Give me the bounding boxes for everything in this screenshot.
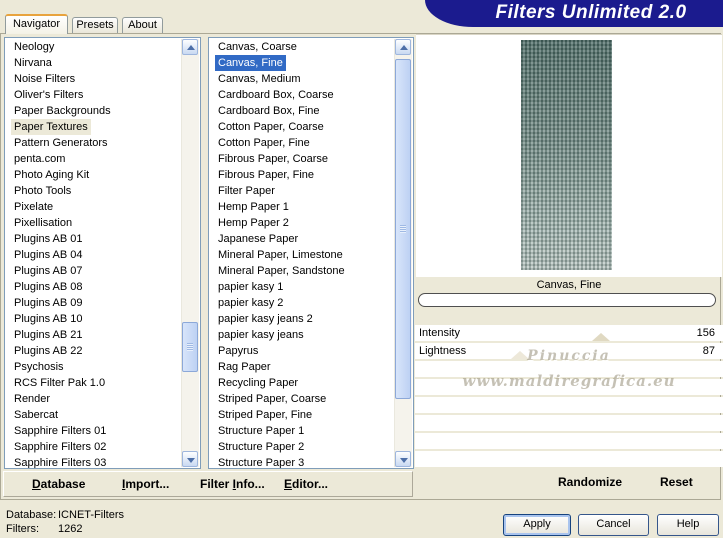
tab-presets[interactable]: Presets <box>72 17 118 33</box>
list-item[interactable]: Plugins AB 10 <box>14 313 83 325</box>
filter-scrollbar[interactable] <box>394 39 412 467</box>
list-item[interactable]: Paper Backgrounds <box>14 105 111 117</box>
watermark-line1: Pinuccia <box>527 348 611 364</box>
randomize-reset-bar <box>415 470 723 497</box>
list-item[interactable]: papier kasy 2 <box>218 297 284 309</box>
scroll-down-button[interactable] <box>182 451 198 467</box>
preview-caption: Canvas, Fine <box>536 279 602 291</box>
list-item[interactable]: Sapphire Filters 03 <box>14 457 107 469</box>
empty-parameter-row <box>415 415 723 431</box>
label-part: Filter <box>200 477 233 491</box>
lightness-slider[interactable] <box>415 343 723 359</box>
database-button[interactable] <box>32 477 85 491</box>
title-banner <box>425 0 723 27</box>
arrow-up-icon <box>187 45 195 50</box>
list-item[interactable]: Canvas, Coarse <box>218 41 297 53</box>
list-item[interactable]: Mineral Paper, Limestone <box>218 249 343 261</box>
apply-button[interactable]: Apply <box>503 514 571 536</box>
intensity-label: Intensity <box>419 327 460 339</box>
scroll-up-button[interactable] <box>182 39 198 55</box>
parameter-rows <box>415 325 723 469</box>
lightness-value: 87 <box>702 345 715 357</box>
empty-parameter-row <box>415 451 723 467</box>
empty-parameter-row <box>415 379 723 395</box>
category-items <box>5 39 182 468</box>
list-item[interactable]: Hemp Paper 2 <box>218 217 289 229</box>
list-item[interactable]: Striped Paper, Coarse <box>218 393 327 405</box>
watermark-line2: www.maldiregrafica.eu <box>462 372 676 390</box>
progress-bar <box>418 293 716 307</box>
list-item[interactable]: RCS Filter Pak 1.0 <box>14 377 106 389</box>
import-button[interactable] <box>122 477 169 491</box>
label-mnemonic: I <box>122 477 126 491</box>
list-item[interactable]: Plugins AB 09 <box>14 297 83 309</box>
list-item[interactable]: Plugins AB 22 <box>14 345 83 357</box>
reset-button[interactable]: Reset <box>660 475 693 489</box>
label-part: atabase <box>40 477 86 491</box>
arrow-down-icon <box>400 458 408 463</box>
list-item[interactable]: Pixellisation <box>14 217 73 229</box>
editor-button[interactable] <box>284 477 328 491</box>
list-item[interactable]: Plugins AB 21 <box>14 329 83 341</box>
list-item[interactable]: Plugins AB 04 <box>14 249 83 261</box>
list-item[interactable]: Cardboard Box, Coarse <box>218 89 334 101</box>
list-item[interactable]: Sapphire Filters 02 <box>14 441 107 453</box>
filter-info-button[interactable] <box>200 477 265 491</box>
list-item[interactable]: Japanese Paper <box>218 233 299 245</box>
arrow-up-icon <box>400 45 408 50</box>
list-item[interactable]: Recycling Paper <box>218 377 299 389</box>
help-button[interactable]: Help <box>657 514 719 536</box>
list-item[interactable]: Paper Textures <box>11 119 91 135</box>
scrollbar-thumb[interactable] <box>395 59 411 399</box>
label-part: mport... <box>125 477 170 491</box>
empty-parameter-row <box>415 361 723 377</box>
database-status-value: ICNET-Filters <box>58 509 124 521</box>
arrow-down-icon <box>187 458 195 463</box>
label-mnemonic: E <box>284 477 293 491</box>
slider-thumb-icon[interactable] <box>592 333 610 341</box>
category-scrollbar[interactable] <box>181 39 199 467</box>
list-item[interactable]: Pixelate <box>14 201 54 213</box>
list-item[interactable]: Nirvana <box>14 57 52 69</box>
intensity-value: 156 <box>696 327 715 339</box>
empty-parameter-row <box>415 397 723 413</box>
list-item[interactable]: Plugins AB 01 <box>14 233 83 245</box>
cancel-button[interactable]: Cancel <box>578 514 649 536</box>
list-item[interactable]: Neology <box>14 41 55 53</box>
filters-count-label: Filters: <box>6 523 39 535</box>
list-item[interactable]: Photo Tools <box>14 185 72 197</box>
filter-items <box>209 39 395 468</box>
filter-listbox[interactable] <box>208 37 414 469</box>
scroll-down-button[interactable] <box>395 451 411 467</box>
tab-navigator[interactable]: Navigator <box>5 14 68 34</box>
list-item[interactable]: Sabercat <box>14 409 59 421</box>
database-status-label: Database: <box>6 509 57 521</box>
app-title: Filters Unlimited 2.0 <box>495 2 687 23</box>
list-item[interactable]: papier kasy 1 <box>218 281 284 293</box>
list-item[interactable]: Cotton Paper, Fine <box>218 137 310 149</box>
list-item[interactable]: Canvas, Fine <box>215 55 286 71</box>
list-item[interactable]: Filter Paper <box>218 185 275 197</box>
list-item[interactable]: papier kasy jeans 2 <box>218 313 313 325</box>
tab-about[interactable]: About <box>122 17 163 33</box>
list-item[interactable]: Cotton Paper, Coarse <box>218 121 324 133</box>
list-item[interactable]: Rag Paper <box>218 361 271 373</box>
list-item[interactable]: Structure Paper 1 <box>218 425 305 437</box>
category-listbox[interactable] <box>4 37 201 469</box>
list-item[interactable]: Mineral Paper, Sandstone <box>218 265 345 277</box>
list-item[interactable]: Striped Paper, Fine <box>218 409 313 421</box>
label-part: nfo... <box>236 477 265 491</box>
list-item[interactable]: Photo Aging Kit <box>14 169 90 181</box>
filters-count-value: 1262 <box>58 523 83 535</box>
list-item[interactable]: Plugins AB 07 <box>14 265 83 277</box>
empty-parameter-row <box>415 433 723 449</box>
list-item[interactable]: Papyrus <box>218 345 259 357</box>
list-item[interactable]: Canvas, Medium <box>218 73 301 85</box>
list-item[interactable]: Psychosis <box>14 361 64 373</box>
list-item[interactable]: papier kasy jeans <box>218 329 304 341</box>
scroll-up-button[interactable] <box>395 39 411 55</box>
list-item[interactable]: Pattern Generators <box>14 137 108 149</box>
scrollbar-thumb[interactable] <box>182 322 198 372</box>
list-item[interactable]: Plugins AB 08 <box>14 281 83 293</box>
list-item[interactable]: Oliver's Filters <box>14 89 84 101</box>
list-item[interactable]: Fibrous Paper, Coarse <box>218 153 329 165</box>
list-item[interactable]: Fibrous Paper, Fine <box>218 169 314 181</box>
database-toolbar <box>3 471 413 497</box>
label-mnemonic: I <box>232 477 237 491</box>
label-mnemonic: D <box>32 477 41 491</box>
list-item[interactable]: Hemp Paper 1 <box>218 201 289 213</box>
lightness-label: Lightness <box>419 345 467 357</box>
list-item[interactable]: Noise Filters <box>14 73 76 85</box>
label-part: ditor... <box>292 477 329 491</box>
filter-preview-image <box>521 40 612 270</box>
list-item[interactable]: Cardboard Box, Fine <box>218 105 320 117</box>
randomize-button[interactable]: Randomize <box>558 475 623 489</box>
list-item[interactable]: penta.com <box>14 153 66 165</box>
list-item[interactable]: Structure Paper 2 <box>218 441 305 453</box>
list-item[interactable]: Structure Paper 3 <box>218 457 305 469</box>
list-item[interactable]: Render <box>14 393 51 405</box>
slider-thumb-icon[interactable] <box>511 351 529 359</box>
list-item[interactable]: Sapphire Filters 01 <box>14 425 107 437</box>
intensity-slider[interactable] <box>415 325 723 341</box>
